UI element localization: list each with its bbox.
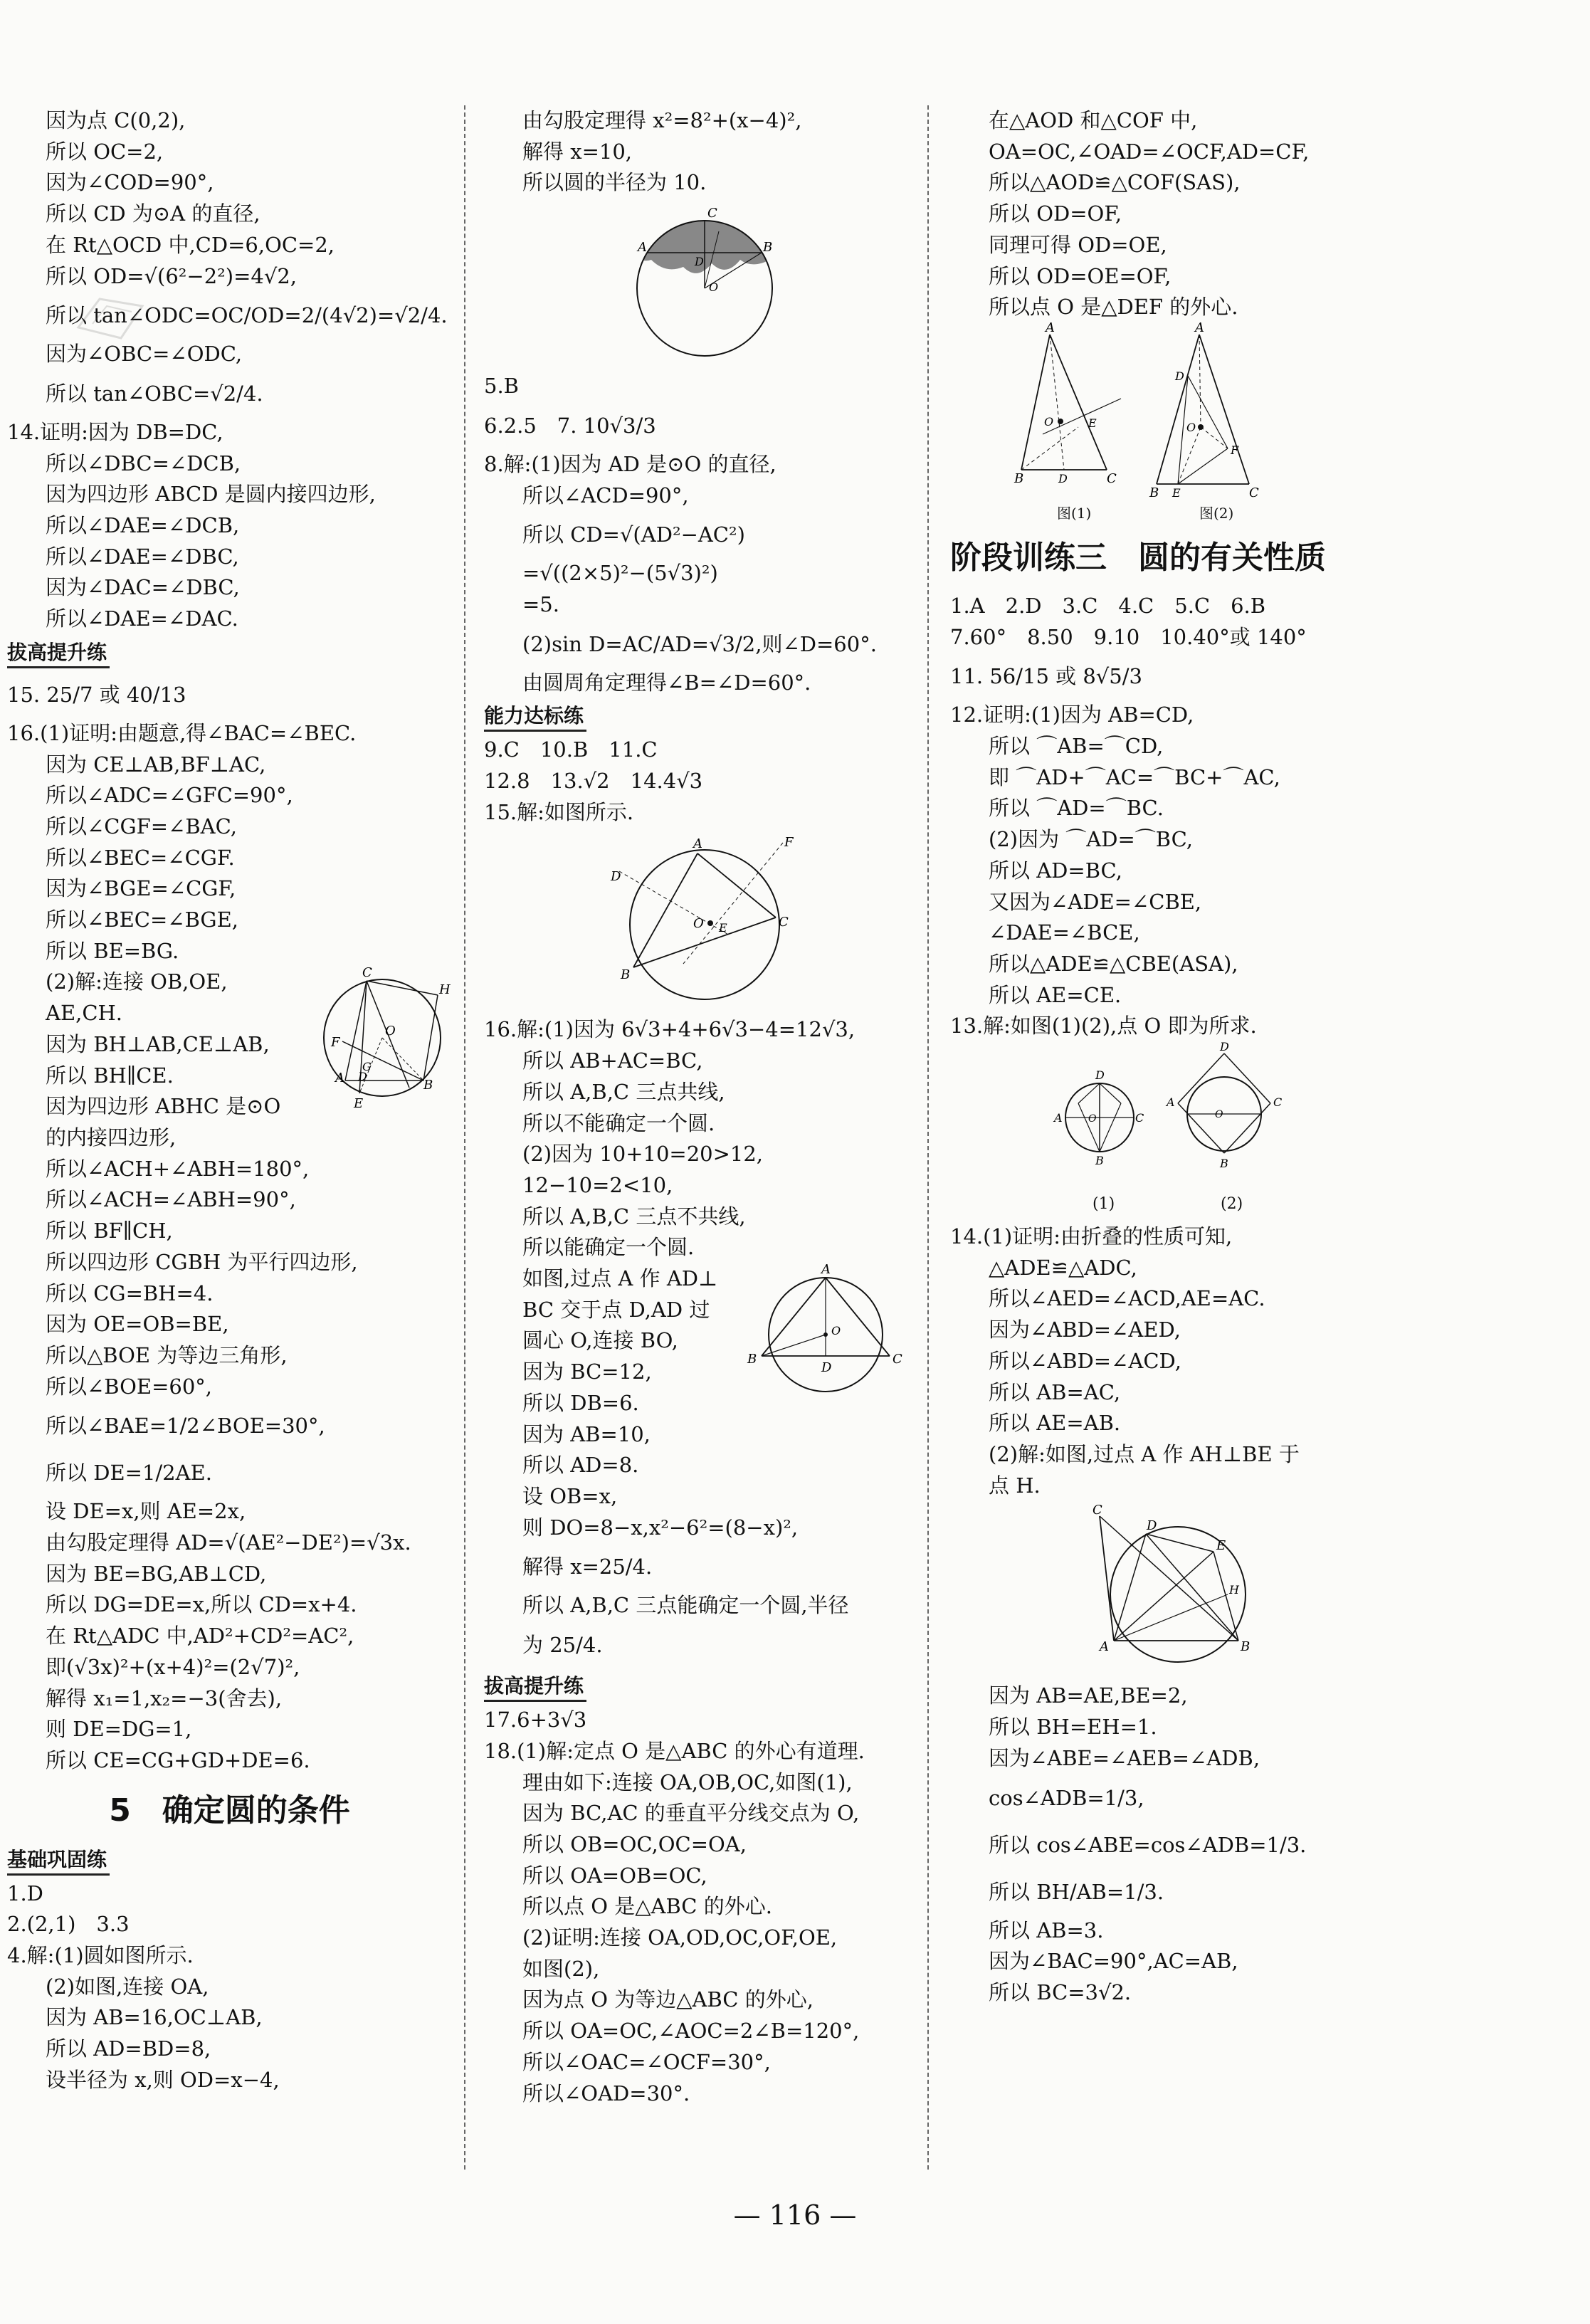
svg-text:F: F (331, 1035, 340, 1051)
text-line: 因为 BC,AC 的垂直平分线交点为 O, (522, 1801, 860, 1826)
text-line: 所以∠BOE=60°, (46, 1374, 213, 1399)
text-line: 所以 AD=BD=8, (46, 2036, 211, 2061)
svg-text:B: B (1241, 1639, 1251, 1655)
answer-line: 11. 56/15 或 8√5/3 (950, 664, 1142, 689)
text-line: 解得 x₁=1,x₂=−3(舍去), (46, 1686, 283, 1710)
text-line: 设半径为 x,则 OD=x−4, (46, 2067, 280, 2092)
text-line: 则 DE=DG=1, (46, 1717, 192, 1742)
text-line: 因为 AB=AE,BE=2, (989, 1683, 1188, 1708)
circle-figure-abhc (317, 965, 452, 1112)
svg-text:A: A (1046, 320, 1055, 335)
answer-line: 17.6+3√3 (484, 1708, 587, 1733)
text-line: 所以∠BEC=∠BGE, (46, 908, 238, 932)
text-line: 因为∠ABD=∠AED, (989, 1318, 1181, 1342)
text-line: 所以 OD=OF, (989, 201, 1122, 226)
text-line: 所以 CD 为⊙A 的直径, (46, 201, 260, 226)
figure-caption: 图(1) (1057, 504, 1092, 522)
text-line: cos∠ADB=1/3, (989, 1785, 1144, 1810)
text-line: 解得 x=10, (522, 139, 632, 164)
text-line: 设 OB=x, (522, 1483, 618, 1508)
text-line: 所以 ⌒AB=⌒CD, (989, 734, 1164, 759)
q14-line: 14.(1)证明:由折叠的性质可知, (950, 1224, 1233, 1249)
text-line: 因为点 C(0,2), (46, 108, 186, 132)
svg-text:C: C (779, 915, 789, 930)
text-line: 所以圆的半径为 10. (522, 170, 707, 195)
svg-text:D: D (1147, 1518, 1157, 1534)
text-line: 所以 OB=OC,OC=OA, (522, 1831, 747, 1856)
text-line: 因为 BC=12, (522, 1360, 652, 1384)
answer-line: 7.60° 8.50 9.10 10.40°或 140° (950, 624, 1307, 649)
circumcircle-construction-figure (605, 832, 811, 1010)
text-line: 因为∠DAC=∠DBC, (46, 575, 240, 600)
svg-text:B: B (1014, 470, 1024, 486)
text-line: 所以∠DAE=∠DAC. (46, 606, 238, 631)
text-line: 因为点 O 为等边△ABC 的外心, (522, 1987, 814, 2012)
text-line: 所以∠OAC=∠OCF=30°, (522, 2049, 771, 2074)
text-line: 因为 OE=OB=BE, (46, 1312, 229, 1337)
svg-text:C: C (893, 1352, 902, 1367)
svg-text:B: B (423, 1078, 433, 1093)
text-line: 所以 AD=BC, (989, 858, 1122, 883)
text-line: 所以 CG=BH=4. (46, 1281, 214, 1305)
text-line: 所以∠DBC=∠DCB, (46, 451, 241, 475)
circle-square-figures (1054, 1040, 1313, 1189)
text-line: (2)因为 ⌒AD=⌒BC, (989, 827, 1194, 852)
text-line: 所以 A,B,C 三点能确定一个圆,半径 (522, 1593, 849, 1618)
section-heading: 基础巩固练 (7, 1846, 110, 1876)
text-line: 所以 A,B,C 三点共线, (522, 1079, 725, 1104)
text-line: 所以∠CGF=∠BAC, (46, 814, 238, 838)
column-left (7, 105, 452, 2212)
answer-line: 9.C 10.B 11.C (484, 737, 658, 762)
text-line: 因为四边形 ABHC 是⊙O (46, 1094, 281, 1119)
text-line: 所以 BH∥CE. (46, 1063, 174, 1088)
answer-line: 12.8 13.√2 14.4√3 (484, 769, 703, 794)
text-line: 12−10=2<10, (522, 1172, 673, 1197)
text-line: 如图,过点 A 作 AD⊥ (522, 1266, 718, 1291)
text-line: 解得 x=25/4. (522, 1555, 653, 1579)
text-line: 点 H. (989, 1473, 1041, 1498)
svg-text:C: C (1273, 1095, 1283, 1110)
triangle-circle-figure (747, 1263, 911, 1399)
svg-text:A: A (1100, 1639, 1109, 1655)
text-line: 所以 AD=8. (522, 1453, 639, 1478)
text-line: 所以 tan∠ODC=OC/OD=2/(4√2)=√2/4. (46, 303, 448, 328)
svg-text:E: E (1172, 485, 1181, 500)
answer-line: 15. 25/7 或 40/13 (7, 682, 186, 707)
text-line: AE,CH. (46, 1001, 123, 1026)
text-line: 所以 CE=CG+GD+DE=6. (46, 1747, 310, 1772)
text-line: 所以 OA=OB=OC, (522, 1863, 707, 1888)
svg-text:C: C (1093, 1503, 1102, 1518)
text-line: 所以∠AED=∠ACD,AE=AC. (989, 1286, 1265, 1311)
q8-line: 8.解:(1)因为 AD 是⊙O 的直径, (484, 451, 776, 476)
text-line: 所以∠BAE=1/2∠BOE=30°, (46, 1414, 325, 1439)
text-line: 因为 AB=10, (522, 1421, 651, 1446)
text-line: 因为四边形 ABCD 是圆内接四边形, (46, 482, 376, 507)
svg-text:C: C (1249, 485, 1259, 500)
text-line: 因为∠OBC=∠ODC, (46, 342, 243, 367)
text-line: =√((2×5)²−(5√3)²) (522, 561, 718, 586)
svg-text:C: C (707, 206, 717, 221)
text-line: 因为 BH⊥AB,CE⊥AB, (46, 1031, 270, 1056)
svg-text:D: D (821, 1360, 832, 1376)
q14-line: 14.证明:因为 DB=DC, (7, 419, 223, 444)
text-line: 由勾股定理得 x²=8²+(x−4)², (522, 108, 802, 132)
text-line: 所以点 O 是△DEF 的外心. (989, 295, 1238, 320)
svg-text:A: A (335, 1071, 344, 1086)
text-line: 所以 OC=2, (46, 139, 164, 164)
svg-text:E: E (1088, 416, 1097, 430)
text-line: 所以 BE=BG. (46, 938, 179, 963)
figure-caption: (1) (1093, 1195, 1115, 1214)
text-line: 在 Rt△ADC 中,AD²+CD²=AC², (46, 1624, 354, 1649)
answer-line: 1.D (7, 1881, 43, 1905)
text-line: 因为 CE⊥AB,BF⊥AC, (46, 752, 266, 777)
text-line: 理由如下:连接 OA,OB,OC,如图(1), (522, 1770, 853, 1794)
svg-text:H: H (1229, 1583, 1239, 1597)
text-line: 因为 BE=BG,AB⊥CD, (46, 1561, 267, 1586)
text-line: 所以 OD=OE=OF, (989, 263, 1172, 288)
page-number: — 116 — (733, 2199, 857, 2231)
svg-text:D: D (358, 1070, 367, 1084)
text-line: 由勾股定理得 AD=√(AE²−DE²)=√3x. (46, 1530, 411, 1555)
svg-text:A: A (1054, 1111, 1063, 1125)
q16-line: 16.(1)证明:由题意,得∠BAC=∠BEC. (7, 720, 357, 745)
text-line: 所以 CD=√(AD²−AC²) (522, 522, 745, 547)
svg-text:B: B (1149, 485, 1159, 500)
q16-line: 16.解:(1)因为 6√3+4+6√3−4=12√3, (484, 1017, 855, 1042)
figure-caption: (2) (1221, 1195, 1243, 1214)
svg-text:B: B (1220, 1157, 1228, 1171)
column-divider (464, 105, 465, 2170)
answer-line: 2.(2,1) 3.3 (7, 1912, 130, 1937)
chapter-title: 5 确定圆的条件 (109, 1792, 350, 1829)
q12-line: 12.证明:(1)因为 AB=CD, (950, 703, 1194, 727)
text-line: 所以 BC=3√2. (989, 1979, 1132, 2004)
text-line: =5. (522, 591, 559, 616)
circumcenter-figures (1014, 320, 1342, 500)
text-line: 即 ⌒AD+⌒AC=⌒BC+⌒AC, (989, 764, 1280, 789)
text-line: ∠DAE=∠BCE, (989, 920, 1140, 945)
svg-text:D: D (1220, 1040, 1229, 1054)
svg-text:A: A (821, 1262, 831, 1278)
svg-text:B: B (747, 1352, 757, 1367)
text-line: 同理可得 OD=OE, (989, 232, 1167, 257)
text-line: 的内接四边形, (46, 1125, 177, 1150)
q15-line: 15.解:如图所示. (484, 799, 634, 824)
svg-text:O: O (831, 1324, 841, 1338)
folding-circle-figure (1078, 1505, 1263, 1676)
text-line: 所以∠ACD=90°, (522, 483, 689, 508)
text-line: 所以 OA=OC,∠AOC=2∠B=120°, (522, 2019, 860, 2044)
svg-text:C: C (362, 965, 372, 981)
column-divider (927, 105, 929, 2170)
text-line: 所以 cos∠ABE=cos∠ADB=1/3. (989, 1832, 1307, 1857)
text-line: 因为∠ABE=∠AEB=∠ADB, (989, 1745, 1260, 1770)
svg-text:D: D (611, 869, 621, 885)
text-line: △ADE≌△ADC, (989, 1255, 1137, 1280)
text-line: 所以 BH=EH=1. (989, 1715, 1157, 1740)
text-line: 所以 AE=CE. (989, 982, 1122, 1007)
q4-line: 4.解:(1)圆如图所示. (7, 1943, 194, 1968)
text-line: 所以 A,B,C 三点不共线, (522, 1204, 746, 1229)
text-line: 所以 DG=DE=x,所以 CD=x+4. (46, 1592, 357, 1617)
text-line: 因为∠COD=90°, (46, 170, 214, 195)
text-line: 所以△BOE 为等边三角形, (46, 1342, 288, 1367)
text-line: (2)解:如图,过点 A 作 AH⊥BE 于 (989, 1441, 1300, 1466)
text-line: 所以 tan∠OBC=√2/4. (46, 381, 263, 406)
text-line: (2)sin D=AC/AD=√3/2,则∠D=60°. (522, 631, 877, 656)
q18-line: 18.(1)解:定点 O 是△ABC 的外心有道理. (484, 1738, 865, 1763)
svg-text:O: O (1186, 420, 1196, 434)
watermark-stamp-icon (71, 285, 149, 349)
text-line: 所以△ADE≌△CBE(ASA), (989, 951, 1238, 976)
svg-text:D: D (1095, 1068, 1105, 1083)
text-line: 因为 AB=16,OC⊥AB, (46, 2005, 263, 2030)
text-line: 所以 DE=1/2AE. (46, 1461, 212, 1486)
svg-text:E: E (354, 1096, 364, 1112)
svg-text:O: O (385, 1024, 396, 1039)
text-line: OA=OC,∠OAD=∠OCF,AD=CF, (989, 139, 1310, 164)
text-line: 所以 AE=AB. (989, 1411, 1121, 1436)
svg-text:B: B (1095, 1154, 1104, 1168)
section-heading: 能力达标练 (484, 703, 586, 732)
text-line: 则 DO=8−x,x²−6²=(8−x)², (522, 1515, 799, 1540)
text-line: 所以 AB=AC, (989, 1379, 1121, 1404)
svg-text:O: O (693, 916, 704, 932)
text-line: (2)因为 10+10=20>12, (522, 1142, 764, 1167)
text-line: 所以∠BEC=∠CGF. (46, 845, 235, 870)
text-line: (2)如图,连接 OA, (46, 1974, 209, 1999)
q13-line: 13.解:如图(1)(2),点 O 即为所求. (950, 1014, 1257, 1039)
text-line: 所以∠DAE=∠DCB, (46, 513, 240, 538)
text-line: 所以 DB=6. (522, 1390, 639, 1415)
text-line: 所以△AOD≌△COF(SAS), (989, 170, 1241, 195)
svg-text:O: O (709, 280, 719, 295)
text-line: 所以不能确定一个圆. (522, 1110, 715, 1135)
text-line: 所以点 O 是△ABC 的外心. (522, 1894, 772, 1919)
answer-line: 1.A 2.D 3.C 4.C 5.C 6.B (950, 593, 1266, 618)
text-line: 如图(2), (522, 1956, 600, 1981)
svg-text:O: O (1044, 414, 1054, 428)
text-line: 所以∠ACH=∠ABH=90°, (46, 1187, 296, 1212)
svg-text:A: A (638, 240, 647, 256)
column-right (950, 105, 1377, 2212)
svg-text:F: F (784, 835, 794, 851)
text-line: 所以∠OAD=30°. (522, 2081, 690, 2105)
svg-text:B: B (621, 967, 631, 983)
text-line: 所以能确定一个圆. (522, 1235, 695, 1260)
section-heading: 拔高提升练 (484, 1673, 586, 1702)
text-line: (2)解:连接 OB,OE, (46, 969, 228, 994)
answer-line: 6.2.5 7. 10√3/3 (484, 413, 656, 438)
text-line: 在 Rt△OCD 中,CD=6,OC=2, (46, 232, 335, 257)
text-line: 所以 AB=3. (989, 1918, 1104, 1942)
svg-text:C: C (1135, 1111, 1144, 1125)
text-line: 因为∠BAC=90°,AC=AB, (989, 1949, 1238, 1974)
text-line: 为 25/4. (522, 1633, 603, 1658)
text-line: 设 DE=x,则 AE=2x, (46, 1499, 246, 1524)
circle-radius-figure (633, 203, 776, 367)
svg-text:E: E (1216, 1538, 1226, 1554)
text-line: 在△AOD 和△COF 中, (989, 108, 1198, 132)
text-line: 因为∠BGE=∠CGF, (46, 876, 236, 901)
text-line: 所以 AB+AC=BC, (522, 1048, 703, 1073)
column-middle (484, 105, 911, 2212)
svg-text:D: D (695, 255, 704, 269)
svg-text:H: H (439, 982, 451, 998)
svg-text:A: A (1195, 320, 1204, 335)
text-line: 又因为∠ADE=∠CBE, (989, 889, 1202, 914)
text-line: 由圆周角定理得∠B=∠D=60°. (522, 670, 811, 695)
svg-text:O: O (1215, 1109, 1223, 1121)
svg-text:D: D (1058, 471, 1068, 485)
svg-text:A: A (693, 836, 702, 852)
text-line: 所以 BH/AB=1/3. (989, 1879, 1164, 1904)
text-line: BC 交于点 D,AD 过 (522, 1297, 710, 1322)
text-line: 所以∠ABD=∠ACD, (989, 1348, 1181, 1373)
svg-text:A: A (1167, 1095, 1175, 1110)
svg-text:E: E (719, 921, 727, 935)
text-line: 所以∠DAE=∠DBC, (46, 544, 239, 569)
text-line: 所以 OD=√(6²−2²)=4√2, (46, 263, 297, 288)
svg-text:O: O (1088, 1113, 1097, 1125)
text-line: 所以∠ADC=∠GFC=90°, (46, 783, 293, 808)
text-line: 圆心 O,连接 BO, (522, 1328, 678, 1353)
svg-text:G: G (362, 1060, 372, 1074)
text-line: 所以四边形 CGBH 为平行四边形, (46, 1249, 358, 1274)
svg-text:F: F (1231, 443, 1239, 457)
svg-text:D: D (1175, 369, 1184, 383)
text-line: 所以 BF∥CH, (46, 1219, 173, 1244)
text-line: 即(√3x)²+(x+4)²=(2√7)², (46, 1654, 300, 1679)
section-heading: 拔高提升练 (7, 639, 110, 668)
figure-caption: 图(2) (1199, 504, 1234, 522)
svg-text:C: C (1107, 470, 1117, 486)
text-line: 所以 ⌒AD=⌒BC. (989, 796, 1164, 821)
answer-line: 5.B (484, 374, 519, 399)
svg-text:B: B (763, 240, 773, 256)
text-line: 所以∠ACH+∠ABH=180°, (46, 1156, 310, 1181)
text-line: (2)证明:连接 OA,OD,OC,OF,OE, (522, 1925, 838, 1950)
chapter-title: 阶段训练三 圆的有关性质 (950, 539, 1326, 576)
